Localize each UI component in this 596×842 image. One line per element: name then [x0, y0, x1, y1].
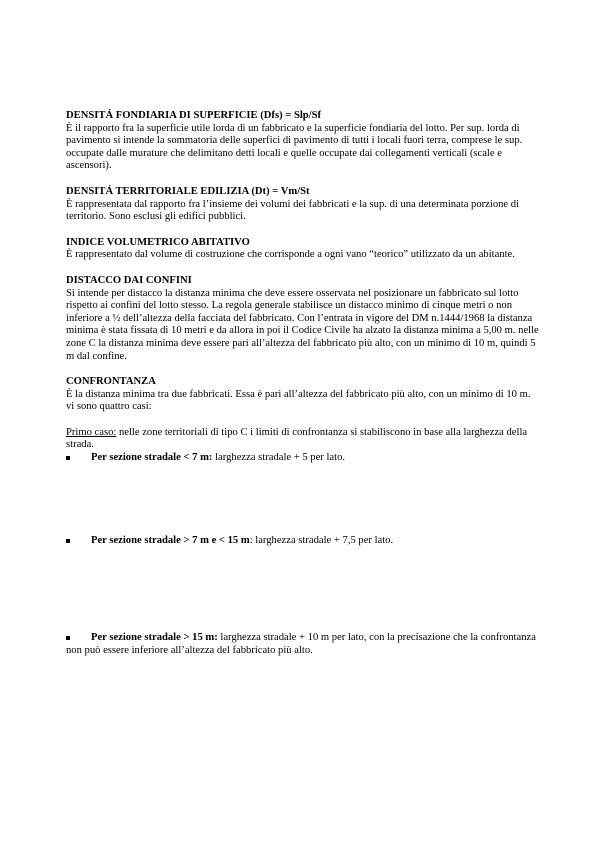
document-page	[66, 110, 540, 657]
section-heading: DENSITÁ FONDIARIA DI SUPERFICIE (Dfs) = Slp/Sf	[66, 110, 322, 121]
section-body: Si intende per distacco la distanza minima che deve essere osservata nel posizionare un fabbricato sul lotto rispetto ai confini del lotto stesso. La regola generale stabilisce un distacco minimo di cinque metri o non inferiore a ½ dell’altezza della facciata del fabbricato. Con l’entrata in vigore del DM n.1444/1968 la distanza minima è stata fissata di 10 metri e da allora in poi il Codice Civile ha alzato la distanza minima a 5,00 m. nelle zone C la distanza minima deve essere pari all’altezza del fabbricato più alto, con un minimo di 10 m, quindi 5 m dal confine.	[66, 287, 539, 362]
square-bullet-icon	[66, 636, 70, 640]
section-body: È il rapporto fra la superficie utile lorda di un fabbricato e la superficie fondiaria del lotto. Per sup. lorda di pavimento si intende la sommatoria delle superfici di pavimento di tutti i locali fuori terra, comprese le sup. occupate dalle murature che delimitano detti locali e quelle occupate dai collegamenti verticali (scale e ascensori).	[66, 122, 523, 172]
list-item	[66, 535, 540, 548]
section-distacco-confini	[66, 275, 540, 363]
square-bullet-icon	[66, 456, 70, 460]
list-item	[66, 632, 540, 657]
bullet-text: : larghezza stradale + 7,5 per lato.	[249, 534, 394, 546]
section-heading: INDICE VOLUMETRICO ABITATIVO	[66, 236, 250, 248]
case-paragraph	[66, 427, 540, 452]
section-densita-territoriale	[66, 186, 540, 224]
bullet-text: larghezza stradale + 5 per lato.	[212, 452, 346, 464]
section-body: È rappresentata dal rapporto fra l’insieme dei volumi dei fabbricati e la sup. di una determinata porzione di territorio. Sono esclusi gli edifici pubblici.	[66, 198, 520, 223]
section-indice-volumetrico	[66, 237, 540, 262]
section-densita-fondiaria	[66, 110, 540, 173]
case-text: nelle zone territoriali di tipo C i limiti di confrontanza si stabiliscono in base alla larghezza della strada.	[66, 426, 528, 451]
section-heading: DENSITÁ TERRITORIALE EDILIZIA (Dt) = Vm/St	[66, 185, 310, 197]
square-bullet-icon	[66, 539, 70, 543]
bullet-lead: Per sezione stradale > 7 m e < 15 m	[91, 534, 250, 546]
section-confrontanza	[66, 376, 540, 414]
bullet-lead: Per sezione stradale < 7 m:	[91, 452, 213, 464]
bullet-text: larghezza stradale + 10 m per lato, con la precisazione che la confrontanza non può essere inferiore all’altezza del fabbricato più alto.	[66, 632, 536, 656]
bullet-lead: Per sezione stradale > 15 m:	[91, 632, 218, 644]
section-body: È la distanza minima tra due fabbricati. Essa è pari all’altezza del fabbricato più alto, con un minimo di 10 m. vi sono quattro casi:	[66, 388, 531, 413]
section-body: È rappresentato dal volume di costruzione che corrisponde a ogni vano “teorico” utilizzato da un abitante.	[66, 249, 515, 261]
case-label: Primo caso:	[66, 426, 117, 438]
section-heading: DISTACCO DAI CONFINI	[66, 274, 192, 286]
section-heading: CONFRONTANZA	[66, 376, 156, 388]
list-item	[66, 452, 540, 465]
